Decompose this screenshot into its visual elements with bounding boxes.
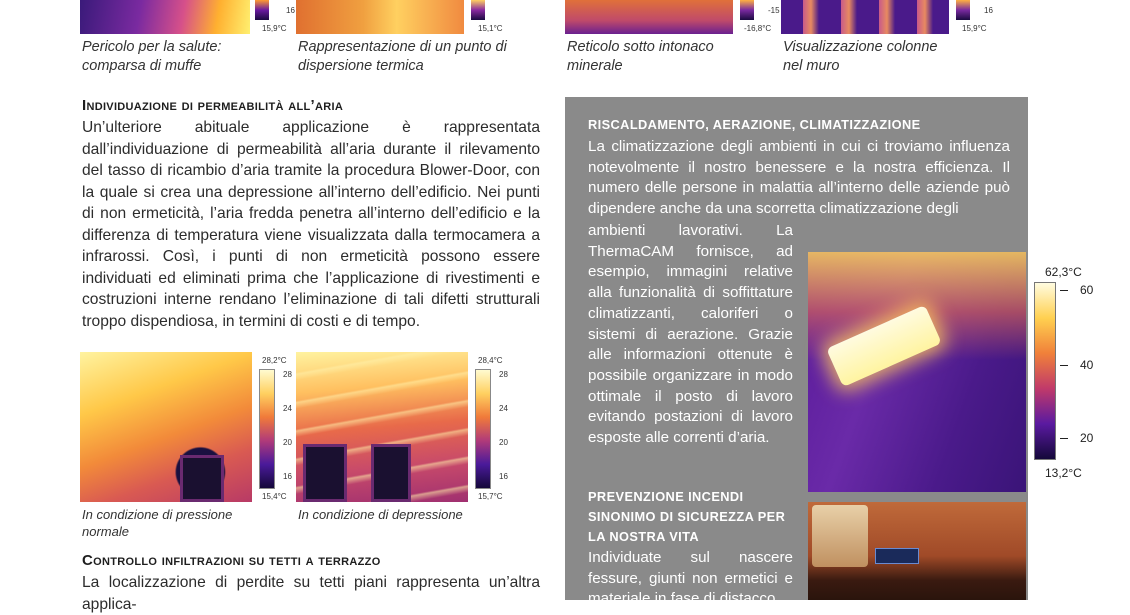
caption-normal-pressure: In condizione di pressione normale [82, 507, 233, 539]
color-scale-1 [255, 0, 269, 20]
caption-plaster-mesh: Reticolo sotto intonaco minerale [567, 39, 714, 74]
color-scale-4 [956, 0, 970, 20]
caption-mold: Pericolo per la salute: comparsa di muffe [82, 39, 222, 74]
panel-body-climate: La climatizzazione degli ambienti in cui ci troviamo influenza notevolmente il nostro benessere e la nostra efficienza. Il numero delle persone in malattia all’interno delle aziende può dipendere anche da una scorretta climatizzazione degli [588, 138, 1010, 218]
thermal-image-plaster-mesh [565, 0, 733, 34]
color-scale-radiator [1034, 282, 1056, 460]
scale-top-label: 28,4°C [478, 356, 503, 365]
section-body-roof-infiltration: La localizzazione di perdite su tetti piani rappresenta un’altra applica- [82, 574, 540, 613]
scale-bottom-label: 15,7°C [478, 492, 503, 501]
scale-label: 15,1°C [478, 24, 503, 33]
panel-body-climate-cont: ambienti lavorativi. La ThermaCAM fornisce, ad esempio, immagini relative alla funzionalità di soffittature climatizzanti, caloriferi o sistemi di aerazione. Grazie alle informazioni ottenute è possibile organizzare in modo ottimale il posto di lavoro evitando postazioni di lavoro esposte alle correnti d’aria. [588, 222, 793, 447]
window-shape [180, 455, 224, 502]
scale-tick-mark [1060, 438, 1068, 439]
photo-detail-device [875, 548, 919, 564]
photo-detail-object [812, 505, 868, 567]
window-shape [371, 444, 411, 502]
scale-label: 15,9°C [262, 24, 287, 33]
scale-tick: 16 [499, 472, 508, 481]
scale-tick-mark [1060, 290, 1068, 291]
color-scale-normal [259, 369, 275, 489]
thermal-image-normal-pressure [80, 352, 252, 502]
caption-heat-loss: Rappresentazione di un punto di dispersione termica [298, 39, 507, 74]
scale-tick: 24 [499, 404, 508, 413]
scale-label: 16 [984, 6, 993, 15]
scale-label: 16 [286, 6, 295, 15]
thermal-image-heat-loss [296, 0, 464, 34]
scale-tick: 28 [499, 370, 508, 379]
scale-tick: 20 [499, 438, 508, 447]
section-heading-roof-infiltration: Controllo infiltrazioni su tetti a terrazzo [82, 552, 381, 569]
panel-heading-climate: RISCALDAMENTO, AERAZIONE, CLIMATIZZAZIONE [588, 117, 921, 132]
thermal-image-mold [80, 0, 250, 34]
scale-bottom-label: 15,4°C [262, 492, 287, 501]
caption-wall-columns: Visualizzazione colonne nel muro [783, 39, 938, 74]
scale-top-label: 28,2°C [262, 356, 287, 365]
panel-heading-fire-prevention: PREVENZIONE INCENDI SINONIMO DI SICUREZZA PER LA NOSTRA VITA [588, 489, 786, 544]
radiator-scale-tick: 40 [1080, 358, 1094, 372]
radiator-scale-bottom: 13,2°C [1045, 466, 1082, 480]
scale-label: 15,9°C [962, 24, 987, 33]
scale-tick: 24 [283, 404, 292, 413]
caption-depression: In condizione di depressione [298, 507, 463, 522]
scale-tick: 28 [283, 370, 292, 379]
scale-label: -15 [768, 6, 780, 15]
radiator-scale-tick: 60 [1080, 283, 1094, 297]
window-shape [303, 444, 347, 502]
scale-tick: 20 [283, 438, 292, 447]
panel-body-fire-prevention: Individuate sul nascere fessure, giunti non ermetici e materiale in fase di distacco [588, 549, 793, 608]
scale-label: -16,8°C [744, 24, 772, 33]
thermal-image-wall-columns [781, 0, 949, 34]
scale-tick: 16 [283, 472, 292, 481]
scale-tick-mark [1060, 365, 1068, 366]
section-heading-air-permeability: Individuazione di permeabilità all’aria [82, 97, 344, 114]
color-scale-3 [740, 0, 754, 20]
section-body-air-permeability: Un’ulteriore abituale applicazione è rappresentata dall’individuazione di permeabilità all’aria durante il rilevamento del tasso di ricambio d’aria tramite la procedura Blower-Door, con la quale si crea una depressione all’interno dell’edificio. Nei punti di non ermeticità, l’aria fredda penetra all’interno dell’edificio e la differenza di temperatura viene visualizzata dalla termocamera a infrarossi. Così, i punti di non ermeticità possono essere individuati ed eliminati prima che l’applicazione di rivestimenti e costruzioni interne rendano l’eliminazione di tali difetti strutturali troppo dispendiosa, in termini di costi e di tempo. [82, 119, 540, 330]
radiator-scale-top: 62,3°C [1045, 265, 1082, 279]
color-scale-2 [471, 0, 485, 20]
color-scale-depression [475, 369, 491, 489]
radiator-scale-tick: 20 [1080, 431, 1094, 445]
